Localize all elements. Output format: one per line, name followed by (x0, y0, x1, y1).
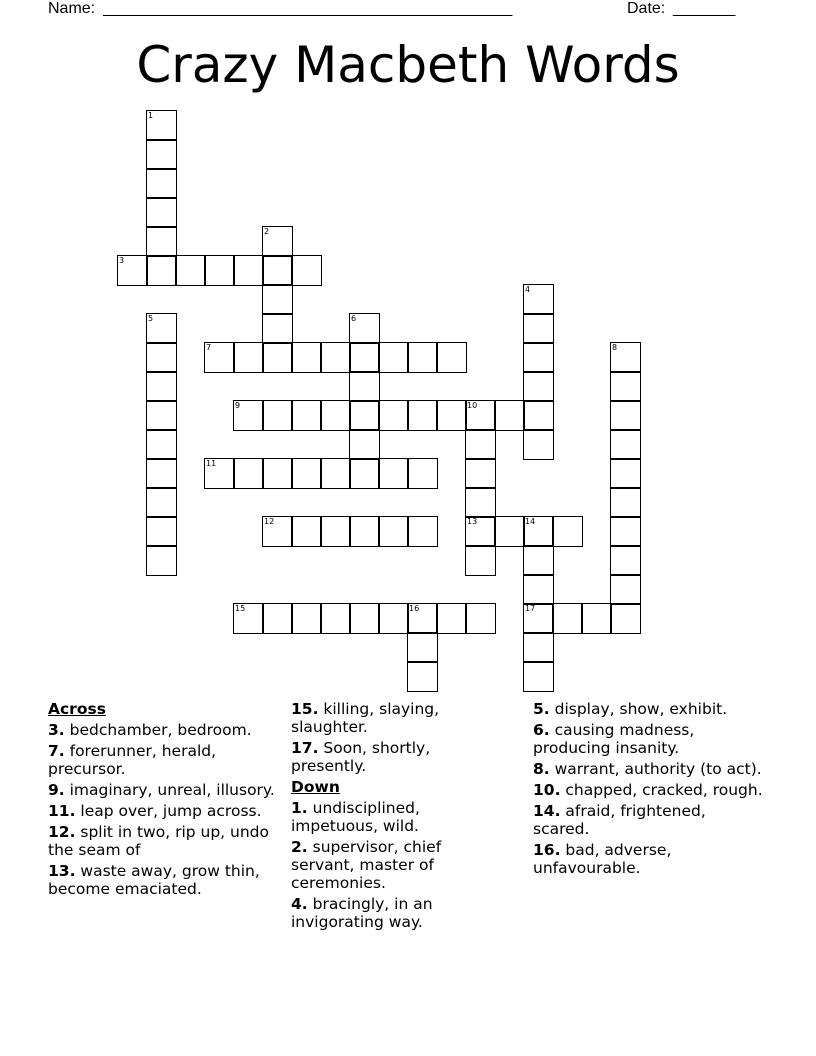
grid-cell[interactable] (146, 400, 177, 431)
clue-number: 15. (291, 700, 319, 718)
clue-item (48, 781, 278, 799)
clue-number: 7 (206, 343, 212, 352)
clue-item (533, 841, 763, 877)
clue-number: 12 (264, 517, 275, 526)
clue-item (48, 742, 278, 778)
clue-number: 9 (235, 401, 241, 410)
grid-cell[interactable] (407, 458, 438, 489)
grid-cell[interactable] (610, 516, 641, 547)
clue-item (533, 700, 763, 718)
grid-cell[interactable] (146, 429, 177, 460)
clue-number: 3. (48, 721, 65, 739)
grid-cell[interactable] (610, 458, 641, 489)
grid-cell[interactable] (523, 313, 554, 344)
clue-number: 8 (612, 343, 618, 352)
grid-cell[interactable] (233, 255, 264, 286)
grid-cell[interactable] (204, 342, 235, 373)
grid-cell[interactable] (146, 226, 177, 257)
grid-cell[interactable] (291, 342, 322, 373)
grid-cell[interactable] (320, 458, 351, 489)
clue-number: 10 (467, 401, 478, 410)
clue-number: 1 (148, 111, 154, 120)
clue-number: 10. (533, 781, 561, 799)
clue-text: warrant, authority (to act). (549, 760, 762, 778)
grid-cell[interactable] (146, 545, 177, 576)
clue-number: 1. (291, 799, 308, 817)
grid-cell[interactable] (175, 255, 206, 286)
clue-item (291, 838, 491, 892)
grid-cell[interactable] (523, 342, 554, 373)
grid-cell[interactable] (262, 400, 293, 431)
grid-cell[interactable] (523, 284, 554, 315)
page-title: Crazy Macbeth Words (136, 36, 680, 94)
clue-number: 13. (48, 862, 76, 880)
grid-cell[interactable] (146, 139, 177, 170)
grid-cell[interactable] (349, 458, 380, 489)
clue-item (533, 721, 763, 757)
clues-column-1 (48, 700, 278, 901)
clue-item (48, 823, 278, 859)
clue-text: undisciplined, impetuous, wild. (291, 799, 420, 835)
clue-number: 4. (291, 895, 308, 913)
clue-text: split in two, rip up, undo the seam of (48, 823, 270, 859)
grid-cell[interactable] (117, 255, 148, 286)
grid-cell[interactable] (204, 255, 235, 286)
down-clue-list (291, 799, 491, 931)
across-heading: Across (48, 700, 106, 718)
clue-text: forerunner, herald, precursor. (48, 742, 217, 778)
clue-number: 7. (48, 742, 65, 760)
clue-text: chapped, cracked, rough. (560, 781, 763, 799)
grid-cell[interactable] (349, 371, 380, 402)
grid-cell[interactable] (523, 516, 554, 547)
grid-cell[interactable] (262, 226, 293, 257)
grid-cell[interactable] (610, 429, 641, 460)
grid-cell[interactable] (610, 574, 641, 605)
grid-cell[interactable] (146, 371, 177, 402)
grid-cell[interactable] (523, 574, 554, 605)
grid-cell[interactable] (465, 429, 496, 460)
grid-cell[interactable] (320, 400, 351, 431)
grid-cell[interactable] (436, 342, 467, 373)
grid-cell[interactable] (349, 516, 380, 547)
across-clue-list-continued (291, 700, 491, 775)
clue-number: 9. (48, 781, 65, 799)
clues-column-2 (291, 700, 491, 934)
date-label: Date: (627, 0, 666, 17)
grid-cell[interactable] (610, 603, 641, 634)
grid-cell[interactable] (407, 661, 438, 692)
clue-number: 6. (533, 721, 550, 739)
down-clue-list-continued (533, 700, 763, 877)
clue-number: 15 (235, 604, 246, 613)
grid-cell[interactable] (523, 429, 554, 460)
grid-cell[interactable] (262, 255, 293, 286)
grid-cell[interactable] (407, 400, 438, 431)
clue-item (291, 700, 491, 736)
clue-number: 2 (264, 227, 270, 236)
grid-cell[interactable] (378, 603, 409, 634)
grid-cell[interactable] (581, 603, 612, 634)
grid-cell[interactable] (552, 516, 583, 547)
clue-number: 12. (48, 823, 76, 841)
grid-cell[interactable] (494, 400, 525, 431)
grid-cell[interactable] (552, 603, 583, 634)
grid-cell[interactable] (523, 545, 554, 576)
clue-number: 16 (409, 604, 420, 613)
grid-cell[interactable] (262, 458, 293, 489)
grid-cell[interactable] (291, 516, 322, 547)
across-clue-list (48, 721, 278, 898)
grid-cell[interactable] (610, 342, 641, 373)
grid-cell[interactable] (465, 458, 496, 489)
grid-cell[interactable] (320, 342, 351, 373)
grid-cell[interactable] (407, 603, 438, 634)
grid-cell[interactable] (610, 400, 641, 431)
grid-cell[interactable] (262, 516, 293, 547)
clue-number: 3 (119, 256, 125, 265)
grid-cell[interactable] (494, 516, 525, 547)
clue-text: killing, slaying, slaughter. (291, 700, 440, 736)
grid-cell[interactable] (233, 342, 264, 373)
clue-text: bracingly, in an invigorating way. (291, 895, 433, 931)
grid-cell[interactable] (610, 371, 641, 402)
grid-cell[interactable] (349, 400, 380, 431)
grid-cell[interactable] (146, 487, 177, 518)
clue-item (48, 862, 278, 898)
grid-cell[interactable] (436, 400, 467, 431)
grid-cell[interactable] (146, 110, 177, 141)
grid-cell[interactable] (523, 400, 554, 431)
clue-text: afraid, frightened, scared. (533, 802, 706, 838)
clues-column-3 (533, 700, 763, 880)
clue-item (48, 802, 278, 820)
clue-text: display, show, exhibit. (549, 700, 728, 718)
clue-number: 14. (533, 802, 561, 820)
clue-number: 5. (533, 700, 550, 718)
clue-number: 16. (533, 841, 561, 859)
grid-cell[interactable] (407, 516, 438, 547)
grid-cell[interactable] (262, 342, 293, 373)
grid-cell[interactable] (291, 603, 322, 634)
clue-text: supervisor, chief servant, master of ceremonies. (291, 838, 442, 892)
clue-text: bad, adverse, unfavourable. (533, 841, 672, 877)
clue-text: bedchamber, bedroom. (64, 721, 252, 739)
name-label: Name: (48, 0, 96, 17)
clue-item (291, 895, 491, 931)
clue-text: causing madness, producing insanity. (533, 721, 695, 757)
clue-number: 8. (533, 760, 550, 778)
clue-number: 13 (467, 517, 478, 526)
down-heading: Down (291, 778, 340, 796)
grid-cell[interactable] (349, 342, 380, 373)
name-line[interactable]: ______________________________________________ (103, 0, 513, 17)
clue-item (291, 799, 491, 835)
clue-text: waste away, grow thin, become emaciated. (48, 862, 260, 898)
grid-cell[interactable] (523, 603, 554, 634)
clue-number: 2. (291, 838, 308, 856)
clue-text: leap over, jump across. (75, 802, 262, 820)
clue-number: 6 (351, 314, 357, 323)
grid-cell[interactable] (465, 516, 496, 547)
grid-cell[interactable] (262, 284, 293, 315)
grid-cell[interactable] (291, 255, 322, 286)
clue-item (291, 739, 491, 775)
grid-cell[interactable] (146, 342, 177, 373)
grid-cell[interactable] (523, 371, 554, 402)
grid-cell[interactable] (349, 603, 380, 634)
grid-cell[interactable] (146, 168, 177, 199)
clue-item (533, 802, 763, 838)
grid-cell[interactable] (378, 400, 409, 431)
grid-cell[interactable] (233, 400, 264, 431)
grid-cell[interactable] (146, 516, 177, 547)
grid-cell[interactable] (465, 545, 496, 576)
grid-cell[interactable] (233, 458, 264, 489)
grid-cell[interactable] (146, 313, 177, 344)
grid-cell[interactable] (146, 255, 177, 286)
grid-cell[interactable] (291, 458, 322, 489)
grid-cell[interactable] (610, 487, 641, 518)
clue-number: 17 (525, 604, 536, 613)
grid-cell[interactable] (146, 197, 177, 228)
clue-number: 4 (525, 285, 531, 294)
clue-text: Soon, shortly, presently. (291, 739, 431, 775)
grid-cell[interactable] (465, 400, 496, 431)
grid-cell[interactable] (378, 458, 409, 489)
grid-cell[interactable] (204, 458, 235, 489)
clue-number: 14 (525, 517, 536, 526)
grid-cell[interactable] (291, 400, 322, 431)
grid-cell[interactable] (407, 632, 438, 663)
grid-cell[interactable] (407, 342, 438, 373)
clue-number: 5 (148, 314, 154, 323)
grid-cell[interactable] (320, 603, 351, 634)
grid-cell[interactable] (610, 545, 641, 576)
grid-cell[interactable] (436, 603, 467, 634)
grid-cell[interactable] (523, 661, 554, 692)
clue-item (533, 781, 763, 799)
grid-cell[interactable] (233, 603, 264, 634)
grid-cell[interactable] (523, 632, 554, 663)
clue-item (48, 721, 278, 739)
clue-number: 11. (48, 802, 76, 820)
clue-text: imaginary, unreal, illusory. (64, 781, 275, 799)
grid-cell[interactable] (320, 516, 351, 547)
grid-cell[interactable] (349, 429, 380, 460)
grid-cell[interactable] (262, 313, 293, 344)
clue-item (533, 760, 763, 778)
grid-cell[interactable] (378, 516, 409, 547)
clue-number: 11 (206, 459, 217, 468)
grid-cell[interactable] (465, 603, 496, 634)
date-line[interactable]: _______ (673, 0, 736, 17)
grid-cell[interactable] (349, 313, 380, 344)
grid-cell[interactable] (262, 603, 293, 634)
grid-cell[interactable] (465, 487, 496, 518)
grid-cell[interactable] (146, 458, 177, 489)
grid-cell[interactable] (378, 342, 409, 373)
clue-number: 17. (291, 739, 319, 757)
